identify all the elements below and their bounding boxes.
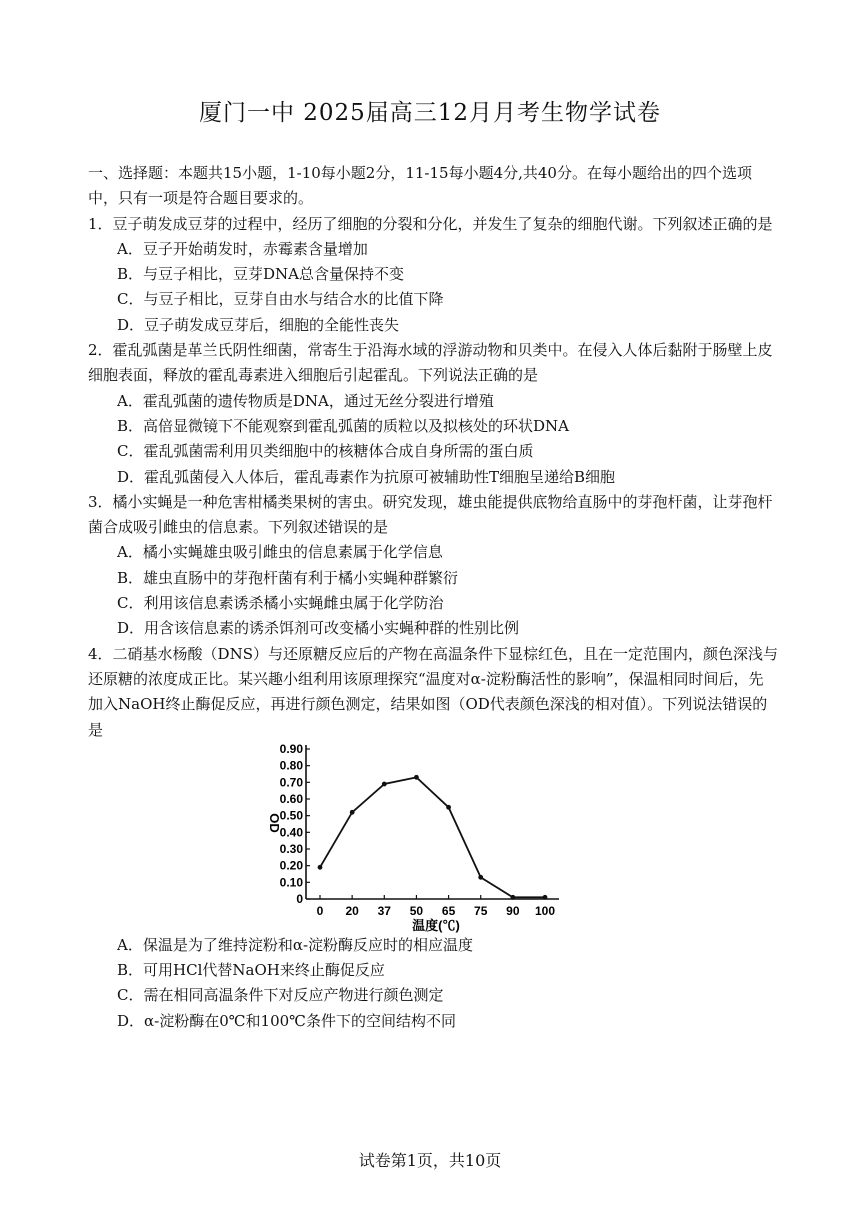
x-tick-label: 20 xyxy=(345,903,359,918)
option-d: D．用含该信息素的诱杀饵剂可改变橘小实蝇种群的性别比例 xyxy=(117,619,520,638)
x-tick-label: 50 xyxy=(409,903,424,918)
option-b: B．雄虫直肠中的芽孢杆菌有利于橘小实蝇种群繁衍 xyxy=(117,568,459,587)
x-tick-label: 90 xyxy=(506,903,520,918)
data-point xyxy=(446,805,451,810)
y-tick-label: 0.60 xyxy=(279,791,303,806)
exam-title: 厦门一中 2025届高三12月月考生物学试卷 xyxy=(198,100,662,126)
y-tick-label: 0.80 xyxy=(279,758,303,773)
option-c: C．与豆子相比，豆芽自由水与结合水的比值下降 xyxy=(117,290,444,309)
option-b: B．高倍显微镜下不能观察到霍乱弧菌的质粒以及拟核处的环状DNA xyxy=(117,416,570,435)
question-1 xyxy=(88,212,778,338)
page-footer: 试卷第1页，共10页 xyxy=(358,1151,502,1170)
y-tick-label: 0.10 xyxy=(279,875,303,890)
y-tick-label: 0 xyxy=(296,891,303,906)
option-a: A．保温是为了维持淀粉和α-淀粉酶反应时的相应温度 xyxy=(117,935,474,954)
data-point xyxy=(478,875,483,880)
x-tick-label: 65 xyxy=(441,903,456,918)
od-temperature-chart xyxy=(88,743,778,933)
option-a: A．霍乱弧菌的遗传物质是DNA，通过无丝分裂进行增殖 xyxy=(117,391,494,410)
chart-axes xyxy=(306,745,559,899)
x-tick-label: 0 xyxy=(316,903,324,918)
series-line xyxy=(320,777,545,897)
data-point xyxy=(318,865,323,870)
question-2 xyxy=(88,338,778,490)
option-c: C．利用该信息素诱杀橘小实蝇雌虫属于化学防治 xyxy=(117,594,444,613)
option-c: C．需在相同高温条件下对反应产物进行颜色测定 xyxy=(117,986,444,1005)
x-axis-label: 温度(℃) xyxy=(412,917,460,933)
y-axis-label: OD xyxy=(267,813,282,833)
option-d: D．霍乱弧菌侵入人体后，霍乱毒素作为抗原可被辅助性T细胞呈递给B细胞 xyxy=(117,467,616,486)
exam-content xyxy=(88,161,778,1034)
option-d: D．α-淀粉酶在0℃和100℃条件下的空间结构不同 xyxy=(117,1011,456,1030)
option-a: A．豆子开始萌发时，赤霉素含量增加 xyxy=(117,239,368,258)
question-stem: 4．二硝基水杨酸（DNS）与还原糖反应后的产物在高温条件下显棕红色，且在一定范围内，颜色深浅与还原糖的浓度成正比。某兴趣小组利用该原理探究“温度对α-淀粉酶活性的影响”，保温相同时间后，先加入NaOH终止酶促反应，再进行颜色测定，结果如图（OD代表颜色深浅的相对值）。下列说法错误的是 xyxy=(88,644,778,739)
option-d: D．豆子萌发成豆芽后，细胞的全能性丧失 xyxy=(117,315,400,334)
x-tick-label: 37 xyxy=(377,903,391,918)
option-a: A．橘小实蝇雄虫吸引雌虫的信息素属于化学信息 xyxy=(117,543,443,562)
x-tick-label: 75 xyxy=(474,903,488,918)
data-point xyxy=(543,895,548,900)
x-tick-label: 100 xyxy=(534,903,556,918)
y-tick-label: 0.20 xyxy=(279,858,303,873)
question-3 xyxy=(88,490,778,642)
question-stem: 3．橘小实蝇是一种危害柑橘类果树的害虫。研究发现，雄虫能提供底物给直肠中的芽孢杆菌，让芽孢杆菌合成吸引雌虫的信息素。下列叙述错误的是 xyxy=(88,492,773,537)
y-tick-label: 0.50 xyxy=(279,808,303,823)
data-point xyxy=(414,775,419,780)
section-heading: 一、选择题：本题共15小题，1-10每小题2分，11-15每小题4分,共40分。在每小题给出的四个选项中，只有一项是符合题目要求的。 xyxy=(88,164,752,208)
option-b: B．可用HCl代替NaOH来终止酶促反应 xyxy=(117,961,385,980)
option-b: B．与豆子相比，豆芽DNA总含量保持不变 xyxy=(117,265,405,284)
question-4 xyxy=(88,642,778,1034)
chart-points xyxy=(318,775,548,900)
data-point xyxy=(350,810,355,815)
chart-svg xyxy=(264,743,574,933)
y-tick-label: 0.90 xyxy=(279,742,303,756)
question-stem: 1．豆子萌发成豆芽的过程中，经历了细胞的分裂和分化，并发生了复杂的细胞代谢。下列叙述正确的是 xyxy=(88,214,773,233)
question-stem: 2．霍乱弧菌是革兰氏阴性细菌，常寄生于沿海水域的浮游动物和贝类中。在侵入人体后黏附于肠壁上皮细胞表面，释放的霍乱毒素进入细胞后引起霍乱。下列说法正确的是 xyxy=(88,341,773,385)
data-point xyxy=(382,781,387,786)
option-c: C．霍乱弧菌需利用贝类细胞中的核糖体合成自身所需的蛋白质 xyxy=(117,442,534,461)
y-tick-label: 0.40 xyxy=(279,825,303,840)
data-point xyxy=(510,895,515,900)
y-tick-label: 0.30 xyxy=(279,841,303,856)
y-tick-label: 0.70 xyxy=(279,775,303,790)
